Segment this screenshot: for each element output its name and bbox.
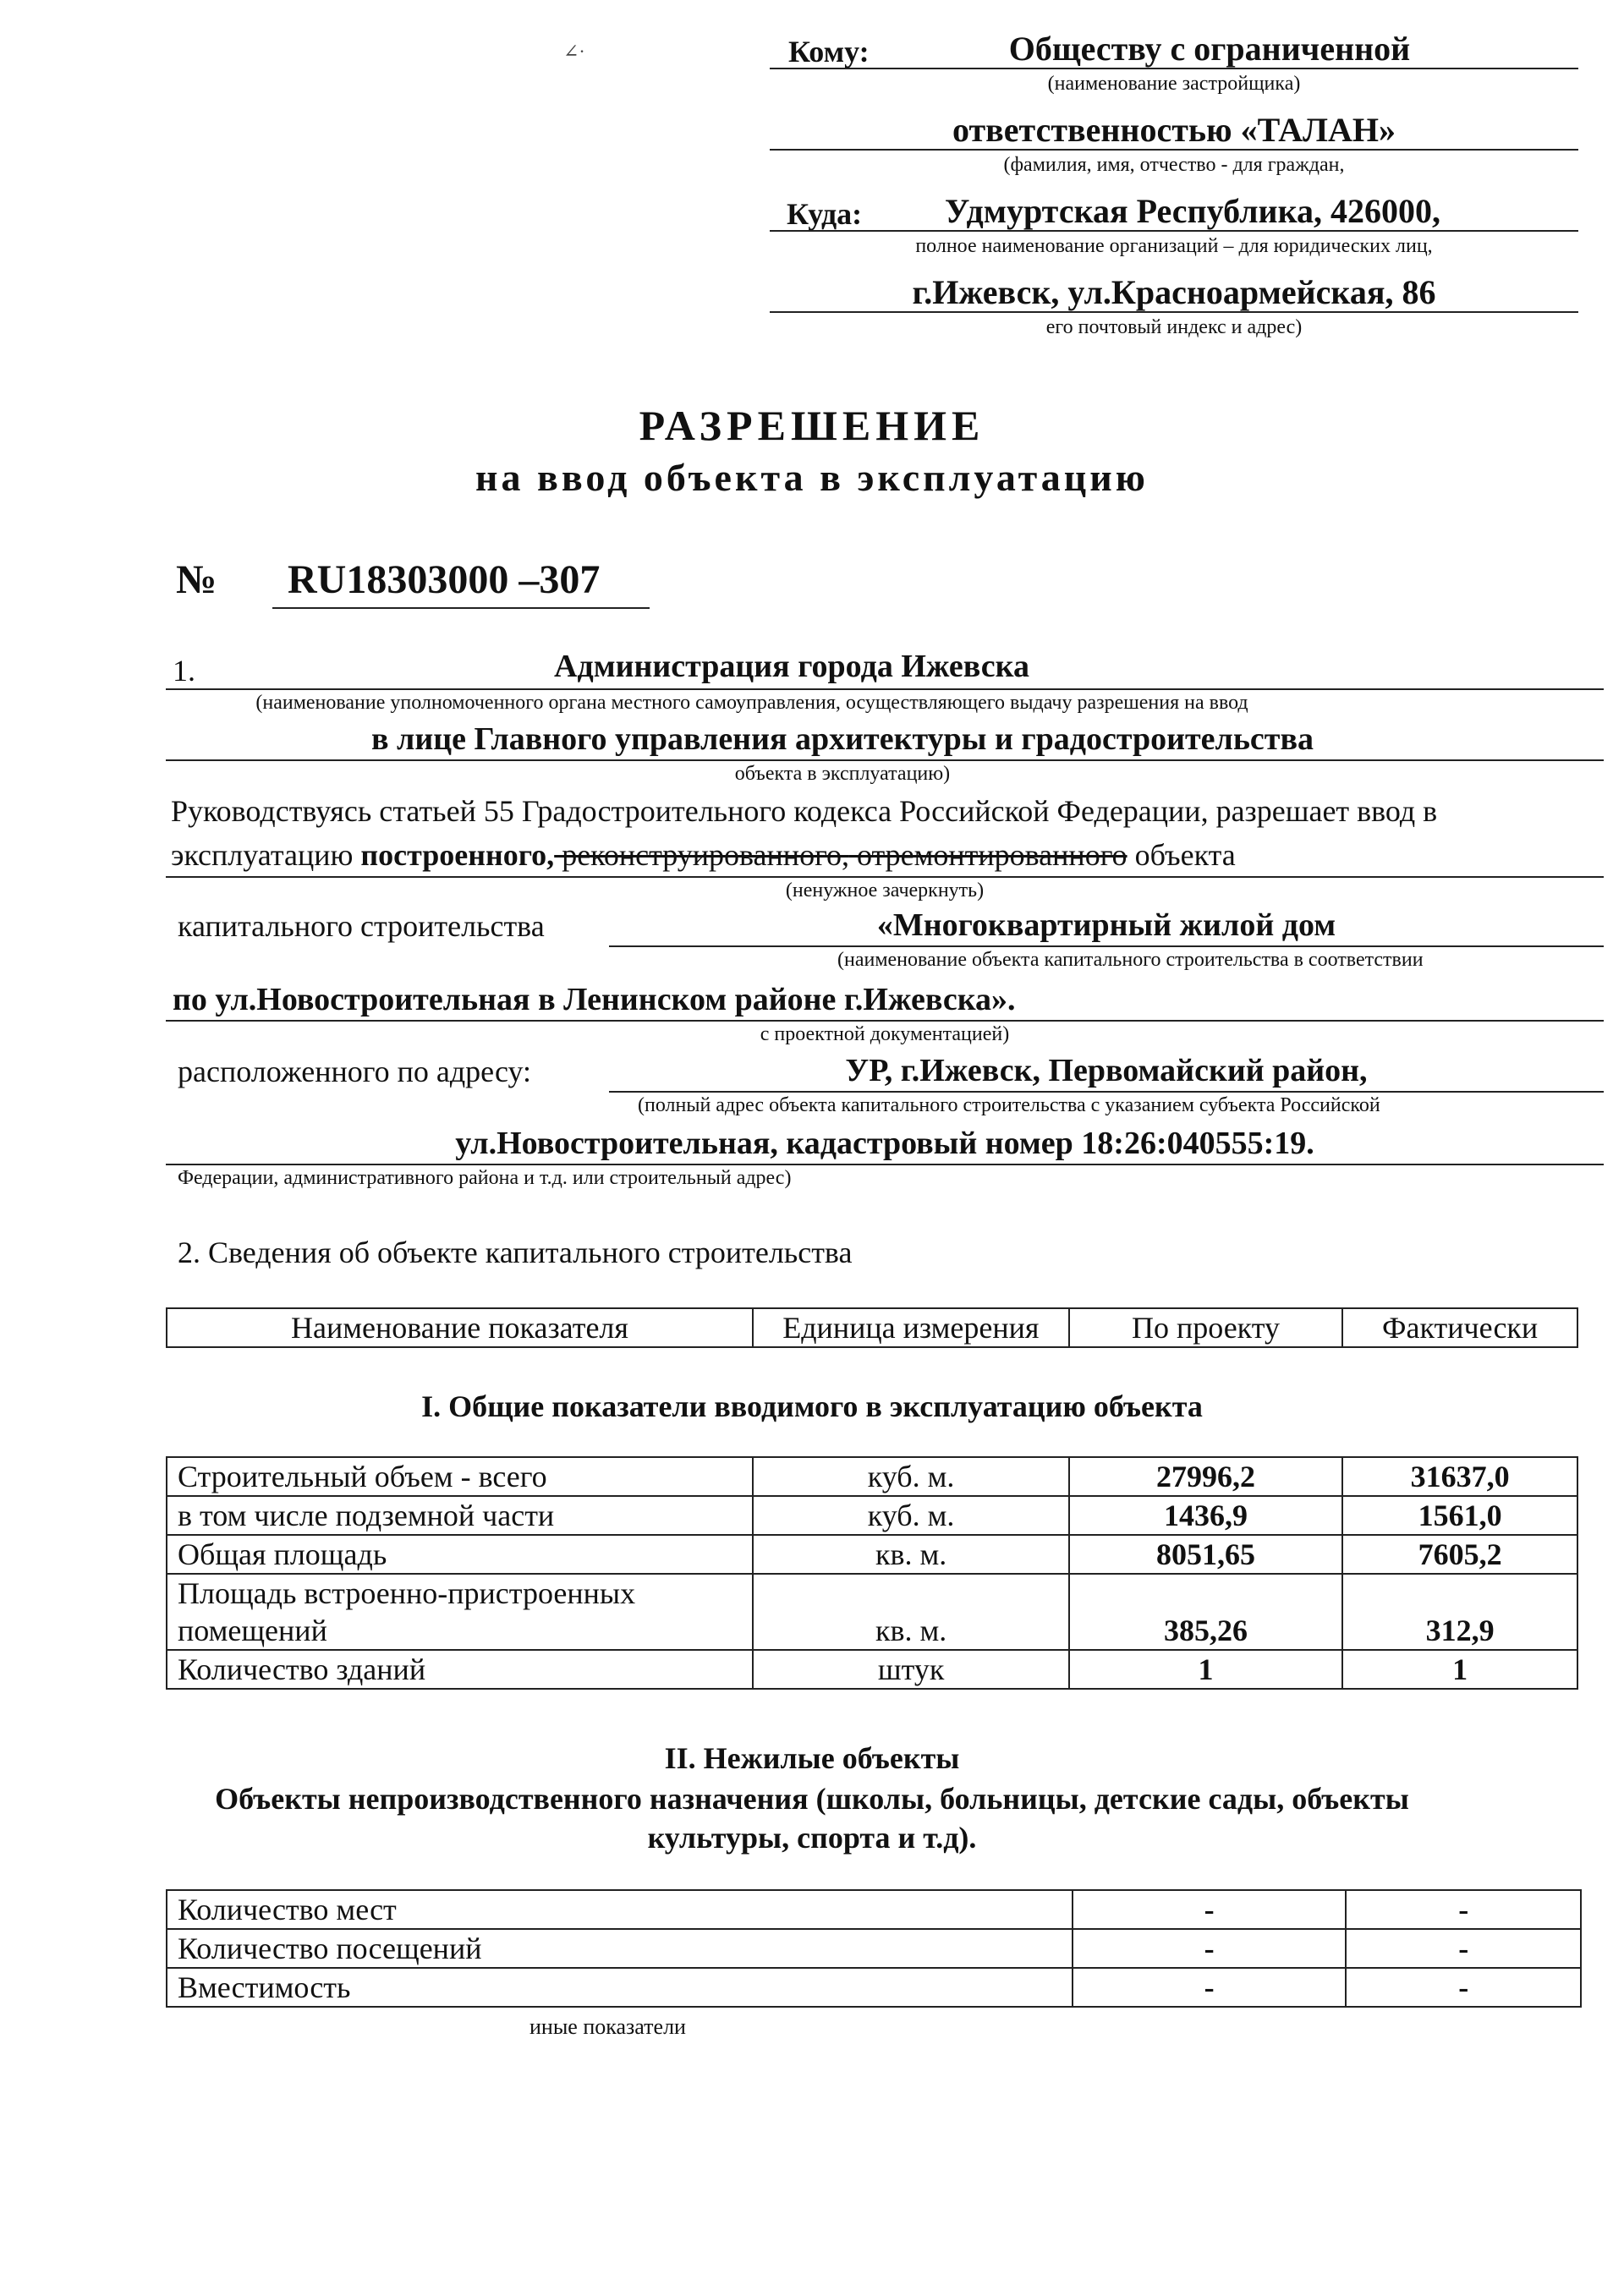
address-caption1: (полный адрес объекта капитального строительства с указанием субъекта Российской	[638, 1094, 1380, 1116]
department-caption: объекта в эксплуатацию)	[734, 763, 951, 785]
row-unit: куб. м.	[753, 1457, 1068, 1496]
row-fact: -	[1346, 1890, 1581, 1929]
row-fact: -	[1346, 1968, 1581, 2007]
row-plan: -	[1073, 1929, 1347, 1968]
table-row	[167, 1968, 1581, 2007]
table-row	[167, 1929, 1581, 1968]
scan-mark: ∠·	[563, 41, 585, 62]
part2-subtitle2: культуры, спорта и т.д).	[647, 1821, 977, 1855]
row-fact: 7605,2	[1342, 1535, 1577, 1574]
row-plan: 8051,65	[1069, 1535, 1343, 1574]
other-indicators-label: иные показатели	[529, 2014, 686, 2039]
exploitation-line	[171, 837, 1236, 873]
where-line2: г.Ижевск, ул.Красноармейская, 86	[912, 273, 1436, 311]
row-plan: 1436,9	[1069, 1496, 1343, 1535]
row-name: Вместимость	[167, 1968, 1073, 2007]
to-line2: ответственностью «ТАЛАН»	[952, 111, 1396, 149]
permit-number: RU18303000 –307	[288, 557, 601, 602]
header-name: Наименование показателя	[167, 1308, 753, 1347]
header-fact: Фактически	[1342, 1308, 1577, 1347]
where-label: Куда:	[787, 197, 863, 231]
address-line2: ул.Новостроительная, кадастровый номер 18:26:040555:19.	[455, 1126, 1314, 1161]
object-caption1: (наименование объекта капитального строительства в соответствии	[837, 949, 1424, 971]
row-plan: -	[1073, 1968, 1347, 2007]
row-fact: -	[1346, 1929, 1581, 1968]
where-caption1: полное наименование организаций – для юридических лиц,	[915, 235, 1433, 257]
address-line1: УР, г.Ижевск, Первомайский район,	[845, 1053, 1368, 1088]
number-sign: №	[176, 557, 217, 602]
general-indicators-table	[166, 1456, 1578, 1690]
part1-title: I. Общие показатели вводимого в эксплуатацию объекта	[421, 1389, 1203, 1423]
row-unit: штук	[753, 1650, 1068, 1689]
row-name: в том числе подземной части	[167, 1496, 753, 1535]
row-plan: 27996,2	[1069, 1457, 1343, 1496]
located-label: расположенного по адресу:	[178, 1055, 532, 1088]
row-fact: 31637,0	[1342, 1457, 1577, 1496]
address-caption2: Федерации, административного района и т.д. или строительный адрес)	[178, 1167, 792, 1189]
row-name: Общая площадь	[167, 1535, 753, 1574]
document-subtitle: на ввод объекта в эксплуатацию	[475, 456, 1149, 499]
object-caption2: с проектной документацией)	[760, 1023, 1010, 1045]
row-name: Количество зданий	[167, 1650, 753, 1689]
row-fact: 1	[1342, 1650, 1577, 1689]
section1-number: 1.	[173, 654, 195, 688]
row-name: Количество посещений	[167, 1929, 1073, 1968]
to-caption1: (наименование застройщика)	[1047, 73, 1301, 95]
object-word: объекта	[1127, 838, 1236, 872]
document-title: РАЗРЕШЕНИЕ	[639, 402, 985, 449]
row-fact: 312,9	[1342, 1574, 1577, 1650]
to-caption2: (фамилия, имя, отчество - для граждан,	[1003, 154, 1345, 176]
object-name-line1: «Многоквартирный жилой дом	[876, 907, 1336, 943]
to-label: Кому:	[788, 35, 870, 68]
object-name-line2: по ул.Новостроительная в Ленинском районе г.Ижевска».	[173, 982, 1016, 1017]
row-name: Площадь встроенно-пристроенных помещений	[167, 1574, 753, 1650]
where-line1: Удмуртская Республика, 426000,	[944, 192, 1441, 230]
header-row	[167, 1308, 1577, 1347]
table-row	[167, 1457, 1577, 1496]
exploitation-prefix: эксплуатацию	[171, 838, 361, 872]
department-name: в лице Главного управления архитектуры и градостроительства	[371, 721, 1314, 757]
header-plan: По проекту	[1069, 1308, 1343, 1347]
row-name: Строительный объем - всего	[167, 1457, 753, 1496]
row-unit: кв. м.	[753, 1535, 1068, 1574]
to-line1: Обществу с ограниченной	[1008, 30, 1411, 68]
built-option: построенного,	[360, 838, 555, 872]
strike-caption: (ненужное зачеркнуть)	[785, 879, 985, 901]
part2-subtitle1: Объекты непроизводственного назначения (школы, больницы, детские сады, объекты	[215, 1782, 1409, 1816]
row-unit: кв. м.	[753, 1574, 1068, 1650]
row-fact: 1561,0	[1342, 1496, 1577, 1535]
legal-basis-text: Руководствуясь статьей 55 Градостроительного кодекса Российской Федерации, разрешает ввод в	[171, 794, 1438, 828]
header-unit: Единица измерения	[753, 1308, 1069, 1347]
table-row	[167, 1650, 1577, 1689]
capital-label: капитального строительства	[178, 909, 545, 943]
header-table	[166, 1307, 1578, 1348]
row-plan: 385,26	[1069, 1574, 1343, 1650]
repaired-option: отремонтированного	[848, 838, 1127, 872]
reconstructed-option: реконструированного,	[554, 838, 849, 872]
authority-name: Администрация города Ижевска	[554, 649, 1029, 684]
row-plan: 1	[1069, 1650, 1343, 1689]
table-row	[167, 1890, 1581, 1929]
table-row	[167, 1535, 1577, 1574]
row-name: Количество мест	[167, 1890, 1073, 1929]
section2-title: 2. Сведения об объекте капитального строительства	[178, 1236, 853, 1269]
nonresidential-table	[166, 1889, 1582, 2008]
authority-caption: (наименование уполномоченного органа местного самоуправления, осуществляющего выдачу разрешения на ввод	[255, 692, 1248, 714]
where-caption2: его почтовый индекс и адрес)	[1045, 316, 1303, 338]
row-plan: -	[1073, 1890, 1347, 1929]
table-row	[167, 1574, 1577, 1650]
part2-title: II. Нежилые объекты	[664, 1741, 960, 1775]
table-row	[167, 1496, 1577, 1535]
row-unit: куб. м.	[753, 1496, 1068, 1535]
